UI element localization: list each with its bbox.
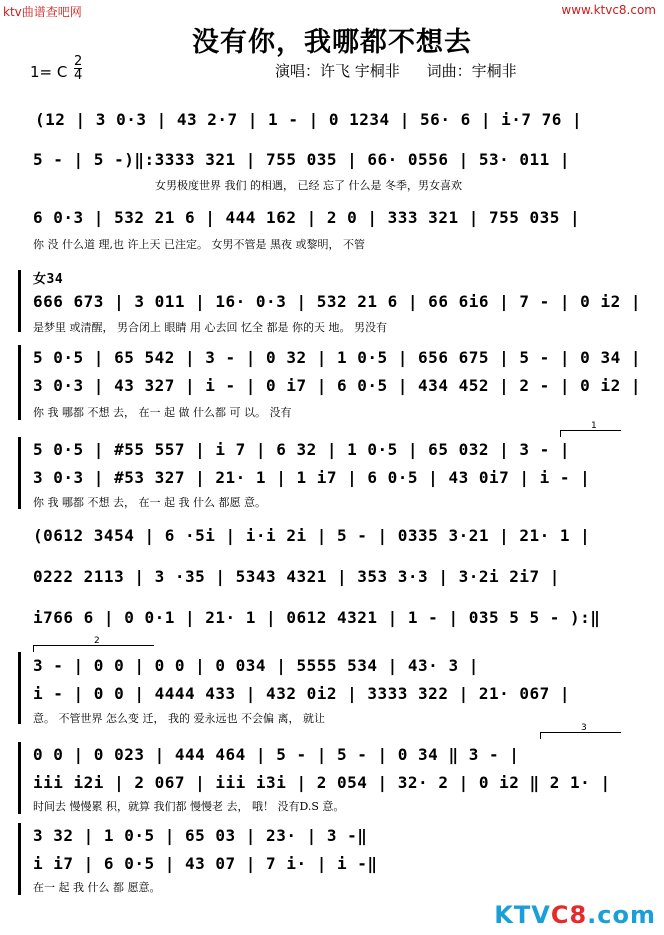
system-bracket	[18, 652, 21, 724]
credits	[275, 60, 597, 81]
notation-line: 3 - | 0 0 | 0 0 | 0 034 | 5555 534 | 43· 3 |	[33, 656, 479, 675]
lyric-line: 意。 不管世界 怎么变 迁， 我的 爱永远也 不会偏 离， 就让	[33, 712, 325, 725]
lyric-line: 你 没 什么道 理,也 许上天 已注定。 女男不管是 黑夜 或黎明， 不管	[33, 238, 365, 251]
lyric-line: 是梦里 或清醒， 男合闭上 眼睛 用 心去回 忆全 都是 你的天 地。 男没有	[33, 321, 387, 334]
volta-bracket	[540, 723, 621, 739]
lyric-line: 你 我 哪都 不想 去， 在一 起 我 什么 都愿 意。	[33, 496, 266, 509]
notation-line: iii i2i | 2 067 | iii i3i | 2 054 | 32· 2 | 0 i2 ‖ 2 1· |	[33, 773, 611, 792]
lyric-line: 时间去 慢慢累 积，就算 我们都 慢慢老 去， 哦！ 没有D.S 意。	[33, 800, 345, 813]
notation-line: 3 32 | 1 0·5 | 65 03 | 23· | 3 -‖	[33, 826, 368, 845]
lyric-line: 女男极度世界 我们 的相遇， 已经 忘了 什么是 冬季，男女喜欢	[155, 179, 462, 192]
volta-bracket	[560, 421, 621, 437]
volta-number: 1	[591, 421, 597, 431]
system-bracket	[18, 437, 21, 509]
notation-line: i766 6 | 0 0·1 | 21· 1 | 0612 4321 | 1 - | 035 5 5 - ):‖	[33, 608, 601, 627]
volta-number: 2	[94, 636, 100, 646]
system-bracket	[18, 345, 21, 420]
notation-line: 0 0 | 0 023 | 444 464 | 5 - | 5 - | 0 34 ‖ 3 - |	[33, 745, 520, 764]
notation-line: 666 673 | 3 011 | 16· 0·3 | 532 21 6 | 66 6i6 | 7 - | 0 i2 |	[33, 292, 641, 311]
notation-line: 女34	[33, 272, 64, 287]
site-watermark-left: ktv曲谱查吧网	[3, 5, 82, 19]
system-bracket	[18, 823, 21, 895]
key-signature: 1= C	[30, 63, 68, 81]
site-watermark-right: www.ktvc8.com	[561, 3, 656, 17]
notation-line: 3 0·3 | #53 327 | 21· 1 | 1 i7 | 6 0·5 | 43 0i7 | i - |	[33, 468, 591, 487]
meter-bottom: 4	[74, 68, 83, 83]
lyric-line: 在一 起 我 什么 都 愿意。	[33, 881, 161, 894]
notation-line: i i7 | 6 0·5 | 43 07 | 7 i· | i -‖	[33, 854, 378, 873]
volta-bracket	[33, 636, 154, 652]
notation-line: 5 0·5 | #55 557 | i 7 | 6 32 | 1 0·5 | 65 032 | 3 - |	[33, 440, 571, 459]
notation-line: 6 0·3 | 532 21 6 | 444 162 | 2 0 | 333 321 | 755 035 |	[33, 208, 581, 227]
volta-number: 3	[581, 723, 587, 733]
meter-top: 2	[74, 54, 83, 69]
time-signature	[74, 55, 82, 82]
system-bracket	[18, 742, 21, 814]
song-title: 没有你，我哪都不想去	[192, 27, 472, 58]
singers: 演唱：许飞 宇桐非	[275, 62, 400, 80]
notation-line: 5 - | 5 -)‖:3333 321 | 755 035 | 66· 0556 | 53· 011 |	[33, 150, 571, 169]
notation-line: i - | 0 0 | 4444 433 | 432 0i2 | 3333 322 | 21· 067 |	[33, 684, 571, 703]
notation-line: 5 0·5 | 65 542 | 3 - | 0 32 | 1 0·5 | 656 675 | 5 - | 0 34 |	[33, 348, 641, 367]
ktvc8-logo	[494, 901, 656, 929]
notation-line: 0222 2113 | 3 ·35 | 5343 4321 | 353 3·3 | 3·2i 2i7 |	[33, 567, 560, 586]
notation-line: (0612 3454 | 6 ·5i | i·i 2i | 5 - | 0335 3·21 | 21· 1 |	[33, 526, 591, 545]
logo-c8: C8	[550, 901, 588, 929]
composer: 词曲：宇桐非	[426, 62, 517, 80]
system-bracket	[18, 270, 21, 332]
logo-ktv: KTV	[494, 901, 551, 929]
notation-line: (12 | 3 0·3 | 43 2·7 | 1 - | 0 1234 | 56· 6 | i·7 76 |	[35, 110, 583, 129]
notation-line: 3 0·3 | 43 327 | i - | 0 i7 | 6 0·5 | 434 452 | 2 - | 0 i2 |	[33, 376, 641, 395]
lyric-line: 你 我 哪都 不想 去， 在一 起 做 什么都 可 以。 没有	[33, 406, 292, 419]
logo-com: .com	[587, 901, 656, 929]
